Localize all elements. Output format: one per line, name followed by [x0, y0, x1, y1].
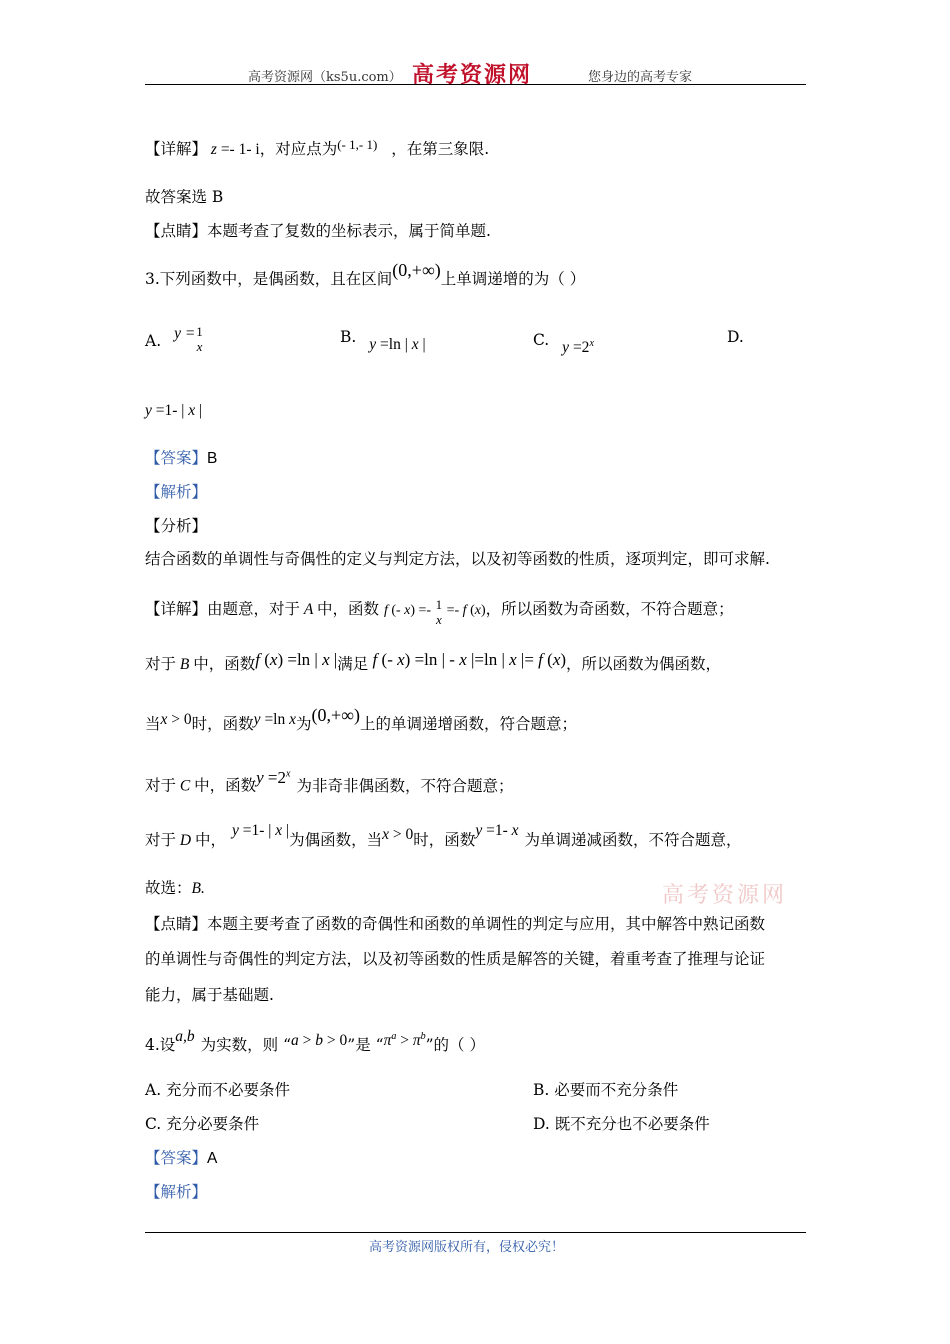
- q3-d5-formula: y =1- | x |: [231, 822, 290, 839]
- q3-d5-D: D: [176, 832, 195, 849]
- q3-fenxi-label: 【分析】: [145, 517, 208, 535]
- watermark: 高考资源网: [662, 883, 788, 908]
- q4-option-b: B. 必要而不充分条件: [533, 1081, 679, 1099]
- q3-d3-cond: x > 0: [160, 711, 192, 728]
- q3-d5-d: 时，函数: [413, 831, 476, 849]
- q3-option-a: [145, 324, 204, 357]
- q3-d3-a: 当: [145, 715, 161, 733]
- header-site-name: 高考资源网（ks5u.com）: [248, 70, 402, 85]
- q3-option-b-formula: y =ln | x |: [369, 336, 426, 353]
- q4-answer: [145, 1148, 217, 1169]
- q3-d1-frac: 1 x: [435, 597, 443, 627]
- q3-d5-c: 为偶函数，当: [289, 831, 383, 849]
- q3-d5-b: 中，: [194, 831, 226, 849]
- q3-option-a-label: A.: [145, 332, 162, 350]
- q3-d3-interval: (0,+∞): [311, 705, 361, 725]
- header-logo: 高考资源网: [412, 62, 533, 88]
- q3-tip-text1: 本题主要考查了函数的奇偶性和函数的单调性的判定与应用，其中解答中熟记函数: [207, 915, 766, 933]
- q3-detail-line3: [145, 705, 578, 735]
- q2-point: (- 1,- 1): [337, 137, 378, 152]
- q2-detail-mid: ，对应点为: [259, 140, 338, 158]
- q3-option-d-formula: y =1- | x |: [145, 402, 203, 419]
- q3-d3-d: 上的单调递增函数，符合题意；: [360, 715, 578, 733]
- q3-detail-label: 【详解】: [145, 600, 208, 618]
- q2-detail: [145, 139, 489, 160]
- q4-stem: [145, 1028, 485, 1056]
- q3-tip-line2: 的单调性与奇偶性的判定方法，以及初等函数的性质是解答的关键，着重考查了推理与论证: [145, 950, 766, 968]
- q4-option-d: D. 既不充分也不必要条件: [533, 1115, 710, 1133]
- q3-d1-formula: f (- x) =-: [383, 603, 435, 618]
- q3-choose-label: 故选：: [145, 879, 192, 897]
- q3-d1-formula2: =- f (x): [443, 603, 486, 618]
- q4-stem-start: 4.设: [145, 1036, 176, 1055]
- footer-copyright: 高考资源网版权所有，侵权必究！: [369, 1240, 565, 1255]
- q3-d2-c: 满足: [337, 655, 369, 673]
- q3-d2-a: 对于: [145, 655, 177, 673]
- q3-option-c: [533, 327, 594, 357]
- q2-detail-label: 【详解】: [145, 140, 208, 158]
- q3-analysis-label: 【解析】: [145, 483, 208, 501]
- q3-d5-e: 为单调递减函数，不符合题意，: [524, 831, 742, 849]
- q3-interval: (0,+∞): [392, 260, 441, 280]
- footer-rule: [145, 1232, 806, 1233]
- q3-d4-C: C: [176, 777, 195, 795]
- q3-d4-a: 对于: [145, 776, 177, 795]
- q3-fenxi-text: 结合函数的单调性与奇偶性的定义与判定方法，以及初等函数的性质，逐项判定，即可求解.: [145, 550, 770, 568]
- q4-option-a: A. 充分而不必要条件: [145, 1081, 291, 1099]
- q4-option-c: C. 充分必要条件: [145, 1115, 260, 1133]
- q3-choose-value: B.: [191, 880, 205, 897]
- q4-answer-label: 【答案】: [145, 1149, 208, 1167]
- q3-d2-d: ，所以函数为偶函数，: [566, 655, 722, 673]
- q3-stem: [145, 260, 586, 289]
- q3-choose: [145, 878, 205, 899]
- q4-stem-mid: 为实数，则 “: [200, 1036, 292, 1055]
- q3-d2-formula: f (x) =ln | x |: [255, 650, 338, 669]
- q3-answer-value: B: [207, 450, 218, 467]
- q3-d5-cond: x > 0: [382, 826, 414, 843]
- q3-d3-b: 时，函数: [191, 715, 254, 733]
- q4-stem-mid2: ”是 “: [347, 1036, 384, 1055]
- q3-option-a-frac: 1 x: [196, 324, 203, 354]
- q4-answer-value: A: [207, 1150, 218, 1167]
- q3-option-a-formula: y =: [174, 325, 196, 342]
- q3-tip-line3: 能力，属于基础题.: [145, 986, 274, 1004]
- q3-stem-end: 上单调递增的为（ ）: [440, 270, 586, 288]
- q2-tip: [145, 221, 491, 241]
- q3-d5-a: 对于: [145, 831, 177, 849]
- q3-d2-formula2: f (- x) =ln | - x |=ln | x |= f (x): [372, 650, 567, 669]
- q2-tip-label: 【点睛】: [145, 222, 208, 240]
- q3-option-c-label: C.: [533, 331, 550, 350]
- q3-answer: [145, 448, 217, 469]
- q3-detail-line1: [145, 595, 734, 625]
- q2-tip-text: 本题考查了复数的坐标表示，属于简单题.: [207, 222, 491, 240]
- q3-option-b-label: B.: [340, 328, 357, 346]
- q3-d4-c: 为非奇非偶函数，不符合题意；: [296, 776, 514, 795]
- q3-d1-a: 由题意，对于: [207, 600, 301, 618]
- q3-stem-start: 3.下列函数中，是偶函数，且在区间: [145, 270, 393, 288]
- header-rule: [145, 84, 806, 85]
- q3-d2-b: 中，函数: [193, 655, 256, 673]
- q3-d5-formula2: y =1- x: [475, 822, 519, 839]
- q3-d2-B: B: [176, 656, 194, 673]
- q2-detail-end: ，在第三象限.: [391, 140, 490, 158]
- q3-tip-label: 【点睛】: [145, 915, 208, 933]
- q4-cond1: a > b > 0: [291, 1032, 348, 1050]
- q3-d4-formula: $y =2^x$: [256, 767, 291, 787]
- q4-cond2: $\pi^a > \pi^b$: [383, 1031, 426, 1050]
- q4-ab: a,b: [175, 1028, 195, 1046]
- header-slogan: 您身边的高考专家: [588, 70, 693, 85]
- q3-detail-line2: [145, 650, 722, 675]
- q2-conclusion: 故答案选 B: [145, 188, 224, 206]
- q3-d4-b: 中，函数: [194, 776, 257, 795]
- q3-detail-line5: [145, 822, 742, 851]
- q4-stem-end: ”的（ ）: [425, 1036, 485, 1055]
- q3-tip-line1: [145, 914, 765, 934]
- q3-d1-c: ，所以函数为奇函数，不符合题意；: [485, 600, 734, 618]
- q3-d1-b: 中，函数: [316, 600, 379, 618]
- q3-answer-label: 【答案】: [145, 449, 208, 467]
- q4-analysis-label: 【解析】: [145, 1183, 208, 1201]
- q3-option-c-formula: $y =2^x$: [562, 338, 594, 357]
- q3-option-d: D.: [727, 328, 744, 346]
- q3-option-b: [340, 327, 426, 353]
- q3-detail-line4: [145, 767, 514, 797]
- q3-d3-formula: y =ln x: [253, 711, 297, 728]
- q3-d3-c: 为: [296, 715, 312, 733]
- q2-z-expr: z =- 1- i: [210, 141, 260, 158]
- q3-d1-A: A: [300, 601, 317, 618]
